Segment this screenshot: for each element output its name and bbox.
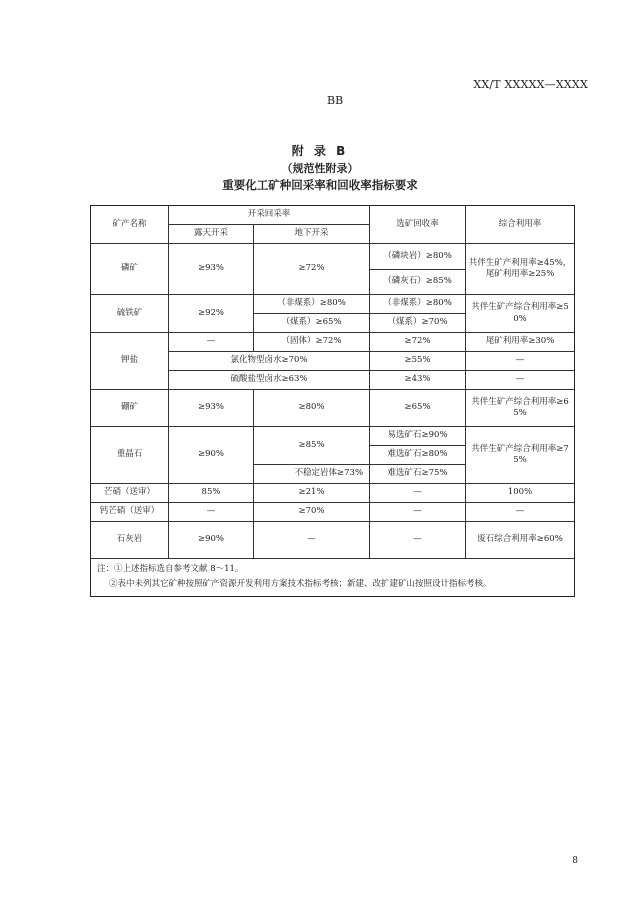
underground-value: ≥80% — [254, 390, 370, 427]
open-pit-value: ≥92% — [169, 295, 254, 333]
dressing-value: 易选矿石≥90% — [370, 427, 466, 446]
table-row — [91, 390, 575, 427]
open-pit-value: ≥90% — [169, 427, 254, 484]
dressing-value: ≥65% — [370, 390, 466, 427]
note-2: ②表中未列其它矿种按照矿产资源开发利用方案技术指标考核；新建、改扩建矿山按照设计指标考核。 — [109, 579, 492, 590]
dressing-value: （非煤系）≥80% — [370, 295, 466, 314]
appendix-nature: （规范性附录） — [281, 162, 359, 175]
table-row — [91, 503, 575, 522]
utilization-value: — — [466, 352, 575, 371]
open-pit-value: — — [169, 503, 254, 522]
dressing-value: ≥43% — [370, 371, 466, 390]
utilization-value: 共伴生矿产综合利用率≥50% — [466, 295, 575, 333]
dressing-value: — — [370, 484, 466, 503]
dressing-value: — — [370, 522, 466, 559]
dressing-value: — — [370, 503, 466, 522]
dressing-value: （煤系）≥70% — [370, 314, 466, 333]
dressing-value: 难选矿石≥80% — [370, 446, 466, 465]
table-row — [91, 522, 575, 559]
underground-value: ≥70% — [254, 503, 370, 522]
underground-value: （非煤系）≥80% — [254, 295, 370, 314]
mineral-name: 硫铁矿 — [91, 295, 169, 333]
table-row — [91, 427, 575, 446]
open-pit-value: ≥93% — [169, 244, 254, 295]
utilization-value: — — [466, 371, 575, 390]
open-pit-value: ≥90% — [169, 522, 254, 559]
mineral-name: 重晶石 — [91, 427, 169, 484]
section-mark: BB — [327, 94, 344, 107]
brine-value: 氯化物型卤水≥70% — [169, 352, 370, 371]
table-row — [91, 295, 575, 314]
utilization-value: 共伴生矿产综合利用率≥75% — [466, 427, 575, 484]
open-pit-value: ≥93% — [169, 390, 254, 427]
table-row — [91, 244, 575, 270]
header-utilization: 综合利用率 — [466, 206, 575, 244]
recovery-rate-table — [90, 205, 575, 597]
underground-value: （固体）≥72% — [254, 333, 370, 352]
underground-value: ≥72% — [254, 244, 370, 295]
utilization-value: 废石综合利用率≥60% — [466, 522, 575, 559]
underground-value: ≥21% — [254, 484, 370, 503]
appendix-title: 附 录 B — [291, 144, 349, 158]
mineral-name: 磷矿 — [91, 244, 169, 295]
underground-value: 不稳定岩体≥73% — [254, 465, 370, 484]
brine-value: 硫酸盐型卤水≥63% — [169, 371, 370, 390]
table-title: 重要化工矿种回采率和回收率指标要求 — [222, 178, 418, 192]
dressing-value: （磷灰石）≥85% — [370, 269, 466, 295]
dressing-value: ≥55% — [370, 352, 466, 371]
header-dressing: 选矿回收率 — [370, 206, 466, 244]
standard-code: XX/T XXXXX—XXXX — [473, 78, 588, 91]
dressing-value: ≥72% — [370, 333, 466, 352]
table-row — [91, 333, 575, 352]
header-mining-rate: 开采回采率 — [169, 206, 370, 225]
table-notes — [91, 559, 575, 597]
underground-value: ≥85% — [254, 427, 370, 465]
dressing-value: （磷块岩）≥80% — [370, 244, 466, 270]
mineral-name: 钙芒硝（送审） — [91, 503, 169, 522]
mineral-name: 硼矿 — [91, 390, 169, 427]
table-row — [91, 484, 575, 503]
page-number: 8 — [572, 856, 578, 866]
header-mineral: 矿产名称 — [91, 206, 169, 244]
note-1: 注：①上述指标选自参考文献 8～11。 — [97, 564, 244, 574]
underground-value: （煤系）≥65% — [254, 314, 370, 333]
table-notes-row — [91, 559, 575, 597]
underground-value: — — [254, 522, 370, 559]
utilization-value: 100% — [466, 484, 575, 503]
header-underground: 地下开采 — [254, 225, 370, 244]
header-open-pit: 露天开采 — [169, 225, 254, 244]
mineral-name: 石灰岩 — [91, 522, 169, 559]
dressing-value: 难选矿石≥75% — [370, 465, 466, 484]
open-pit-value: 85% — [169, 484, 254, 503]
table-header-row — [91, 206, 575, 225]
mineral-name: 钾盐 — [91, 333, 169, 390]
utilization-value: 尾矿利用率≥30% — [466, 333, 575, 352]
open-pit-value: — — [169, 333, 254, 352]
utilization-value: 共伴生矿产综合利用率≥65% — [466, 390, 575, 427]
utilization-value: 共伴生矿产利用率≥45%，尾矿利用率≥25% — [466, 244, 575, 295]
mineral-name: 芒硝（送审） — [91, 484, 169, 503]
utilization-value: — — [466, 503, 575, 522]
